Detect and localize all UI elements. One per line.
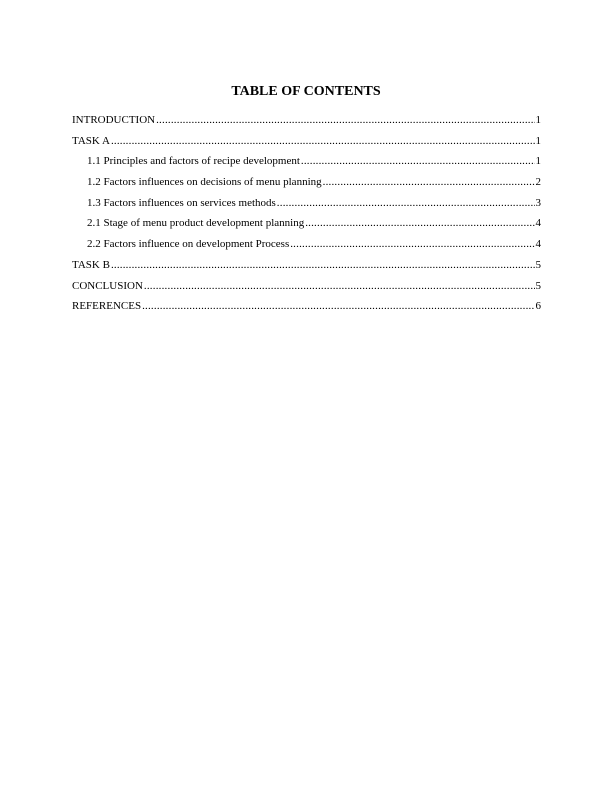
toc-page-number: 1 bbox=[535, 155, 541, 168]
toc-page-number: 2 bbox=[535, 176, 541, 189]
toc-page-number: 5 bbox=[535, 279, 541, 292]
toc-page-number: 1 bbox=[535, 134, 541, 147]
toc-page-number: 1 bbox=[535, 114, 541, 126]
toc-entry-1-3[interactable] bbox=[72, 196, 541, 217]
toc-leader-dots bbox=[144, 279, 535, 293]
toc-entry-introduction[interactable] bbox=[72, 113, 541, 134]
toc-entry-2-2[interactable] bbox=[72, 237, 541, 258]
toc-leader-dots bbox=[111, 258, 535, 272]
toc-title: TABLE OF CONTENTS bbox=[231, 84, 381, 99]
toc-page-number: 4 bbox=[535, 238, 541, 251]
toc-page-number: 3 bbox=[535, 196, 541, 209]
toc-entry-1-2[interactable] bbox=[72, 175, 541, 196]
toc-entry-label: 2.1 Stage of menu product development planning bbox=[87, 217, 305, 230]
toc-leader-dots bbox=[156, 113, 534, 127]
toc-entry-label: 2.2 Factors influence on development Process bbox=[87, 238, 290, 251]
toc-page-number: 4 bbox=[535, 217, 541, 230]
toc-entry-task-a[interactable] bbox=[72, 134, 541, 155]
toc-entry-label: 1.2 Factors influences on decisions of menu planning bbox=[87, 176, 322, 189]
toc-entry-label: TASK A bbox=[72, 134, 110, 147]
toc-entry-label: INTRODUCTION bbox=[72, 114, 156, 126]
toc-entry-label: CONCLUSION bbox=[72, 279, 143, 292]
toc-leader-dots bbox=[277, 196, 535, 210]
toc-entry-task-b[interactable] bbox=[72, 258, 541, 279]
toc-leader-dots bbox=[301, 154, 535, 168]
toc-leader-dots bbox=[323, 175, 535, 189]
toc-entry-references[interactable] bbox=[72, 299, 541, 320]
toc-entry-label: TASK B bbox=[72, 258, 110, 271]
toc-leader-dots bbox=[305, 216, 534, 230]
toc-page-number: 5 bbox=[535, 258, 541, 271]
toc-list bbox=[72, 113, 541, 320]
toc-entry-label: 1.3 Factors influences on services methods bbox=[87, 196, 276, 209]
toc-entry-2-1[interactable] bbox=[72, 216, 541, 237]
toc-entry-conclusion[interactable] bbox=[72, 279, 541, 300]
toc-entry-1-1[interactable] bbox=[72, 154, 541, 175]
toc-entry-label: REFERENCES bbox=[72, 300, 142, 313]
toc-page-number: 6 bbox=[535, 300, 541, 313]
toc-leader-dots bbox=[142, 299, 534, 313]
toc-entry-label: 1.1 Principles and factors of recipe development bbox=[87, 155, 300, 168]
toc-leader-dots bbox=[290, 237, 534, 251]
toc-leader-dots bbox=[111, 134, 535, 148]
